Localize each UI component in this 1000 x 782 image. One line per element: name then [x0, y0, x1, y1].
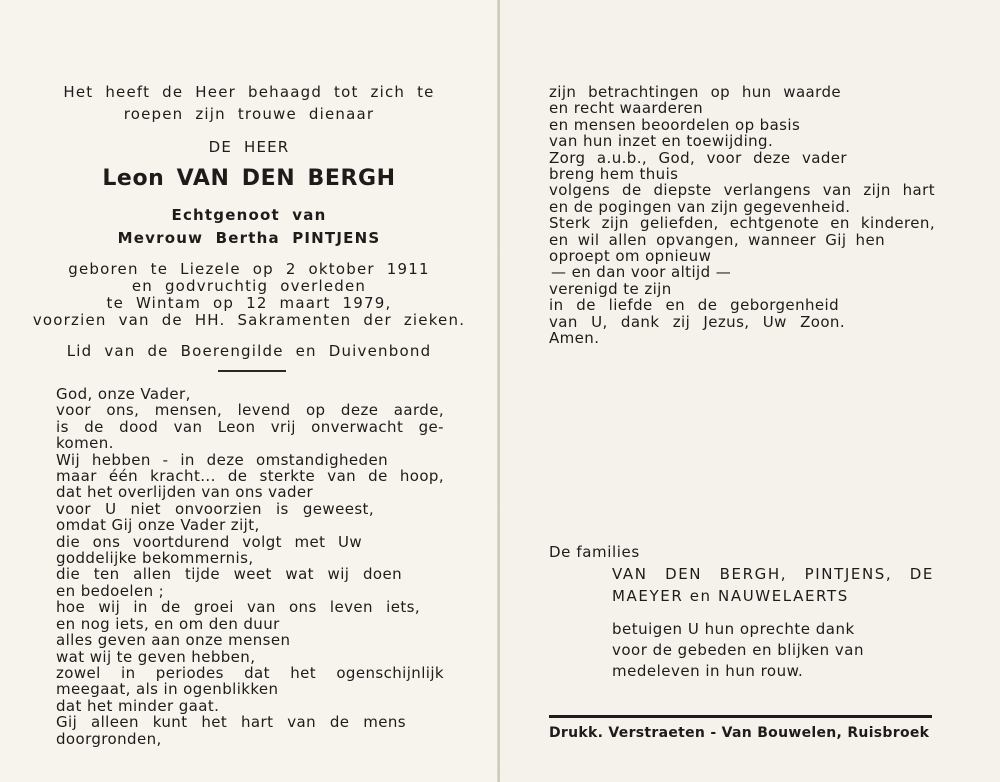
- prayer-line: en bedoelen ;: [56, 581, 165, 600]
- printer-rule: [549, 715, 932, 718]
- prayer-line: is de dood van Leon vrij onverwacht ge-: [56, 417, 444, 436]
- prayer-line: God, onze Vader,: [56, 385, 191, 403]
- prayer-line: komen.: [56, 434, 114, 453]
- prayer-line: en de pogingen van zijn gegevenheid.: [549, 197, 851, 216]
- prayer-line: hoe wij in de groei van ons leven iets,: [56, 598, 420, 617]
- prayer-line: en nog iets, en om den duur: [56, 614, 280, 633]
- prayer-line: — en dan voor altijd —: [551, 263, 732, 282]
- prayer-line: Sterk zijn geliefden, echtgenote en kinderen,: [549, 214, 935, 233]
- prayer-line: die ten allen tijde weet wat wij doen: [56, 565, 402, 584]
- prayer-line: meegaat, als in ogenblikken: [56, 680, 279, 699]
- families-names-line-1: VAN DEN BERGH, PINTJENS, DE: [612, 565, 934, 583]
- prayer-line: alles geven aan onze mensen: [56, 631, 291, 650]
- prayer-line: en mensen beoordelen op basis: [549, 115, 801, 134]
- prayer-line: voor U niet onvoorzien is geweest,: [56, 499, 374, 518]
- intro-line-2: roepen zijn trouwe dienaar: [123, 105, 375, 123]
- prayer-line: die ons voortdurend volgt met Uw: [56, 532, 362, 551]
- prayer-line: dat het minder gaat.: [56, 696, 220, 715]
- prayer-line: doorgronden,: [56, 729, 162, 748]
- prayer-line: Gij alleen kunt het hart van de mens: [56, 713, 406, 732]
- prayer-line: van hun inzet en toewijding.: [549, 132, 774, 151]
- prayer-line: volgens de diepste verlangens van zijn hart: [549, 181, 935, 200]
- intro-line-1: Het heeft de Heer behaagd tot zich te: [63, 83, 435, 101]
- membership-line: Lid van de Boerengilde en Duivenbond: [66, 342, 432, 360]
- prayer-line: van U, dank zij Jezus, Uw Zoon.: [549, 312, 845, 331]
- spouse-name: Mevrouw Bertha PINTJENS: [117, 229, 381, 247]
- separator-rule: [218, 370, 286, 372]
- thanks-line: voor de gebeden en blijken van: [612, 641, 864, 659]
- deceased-name: Leon VAN DEN BERGH: [102, 166, 396, 191]
- prayer-line: verenigd te zijn: [549, 279, 672, 298]
- thanks-line: medeleven in hun rouw.: [612, 662, 804, 680]
- prayer-line: breng hem thuis: [549, 165, 679, 184]
- prayer-line: Zorg a.u.b., God, voor deze vader: [549, 148, 847, 167]
- death-line-2: te Wintam op 12 maart 1979,: [106, 294, 392, 312]
- spouse-label: Echtgenoot van: [171, 206, 327, 224]
- prayer-line: voor ons, mensen, levend op deze aarde,: [56, 401, 444, 420]
- prayer-line: Wij hebben - in deze omstandigheden: [56, 450, 388, 469]
- prayer-left: [56, 386, 444, 747]
- birth-line: geboren te Liezele op 2 oktober 1911: [68, 260, 430, 278]
- prayer-line: wat wij te geven hebben,: [56, 647, 256, 666]
- prayer-line: dat het overlijden van ons vader: [56, 483, 314, 502]
- prayer-line: en recht waarderen: [549, 99, 704, 118]
- printer-imprint: Drukk. Verstraeten - Van Bouwelen, Ruisbroek: [549, 725, 930, 741]
- prayer-line: omdat Gij onze Vader zijt,: [56, 516, 260, 535]
- families-names-line-2: MAEYER en NAUWELAERTS: [612, 587, 849, 605]
- thanks-line: betuigen U hun oprechte dank: [612, 620, 855, 638]
- prayer-line: oproept om opnieuw: [549, 247, 712, 266]
- prayer-line: in de liefde en de geborgenheid: [549, 296, 839, 315]
- thanks-text: [612, 619, 902, 682]
- prayer-line: zijn betrachtingen op hun waarde: [549, 83, 841, 101]
- sacraments-line: voorzien van de HH. Sakramenten der zieken.: [32, 311, 466, 329]
- prayer-line: Amen.: [549, 329, 600, 348]
- title-de-heer: DE HEER: [208, 138, 290, 156]
- left-page: [0, 0, 498, 782]
- prayer-right: [549, 84, 935, 347]
- prayer-line: maar één kracht... de sterkte van de hoop,: [56, 467, 444, 486]
- prayer-line: zowel in periodes dat het ogenschijnlijk: [56, 663, 444, 682]
- death-line-1: en godvruchtig overleden: [131, 277, 367, 295]
- families-label: De families: [549, 543, 640, 561]
- prayer-line: en wil allen opvangen, wanneer Gij hen: [549, 230, 885, 249]
- prayer-line: goddelijke bekommernis,: [56, 549, 254, 568]
